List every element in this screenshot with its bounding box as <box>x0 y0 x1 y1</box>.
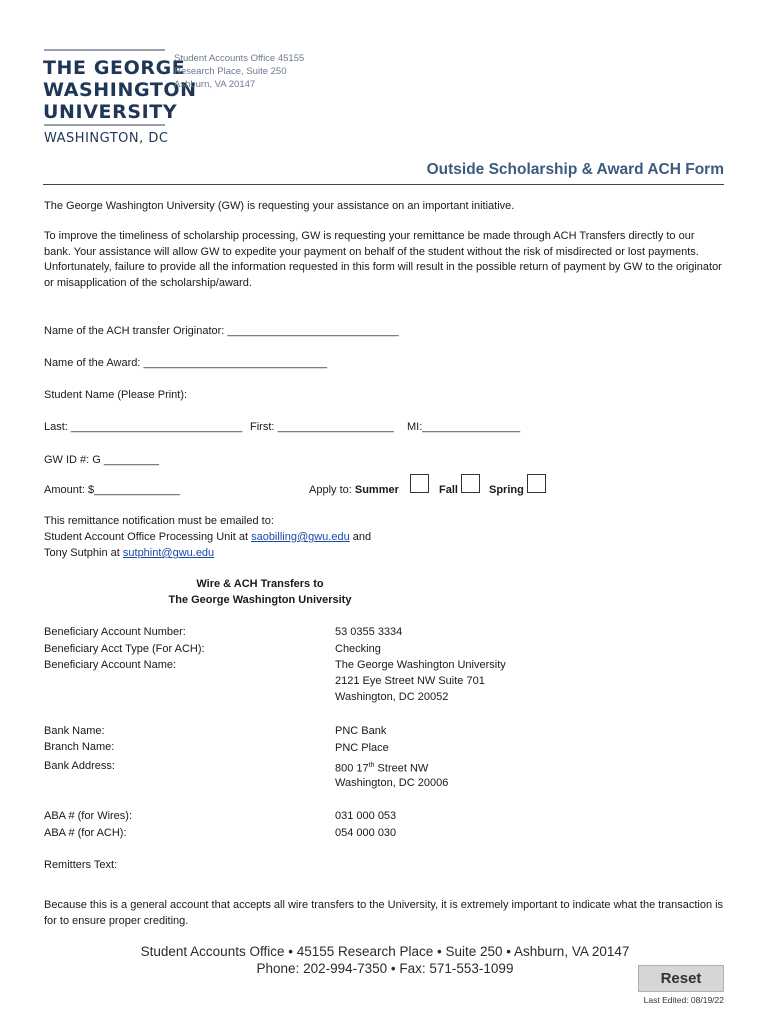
account-name-label: Beneficiary Account Name: <box>44 659 177 671</box>
title-divider <box>43 184 724 185</box>
intro-text: The George Washington University (GW) is requesting your assistance on an important initiative. <box>44 200 515 212</box>
last-name-field[interactable]: Last: ____________________________ <box>44 421 243 433</box>
amount-field[interactable]: Amount: $______________ <box>44 484 180 496</box>
saobilling-email-link[interactable]: saobilling@gwu.edu <box>251 531 350 543</box>
logo-line-2: WASHINGTON <box>43 79 197 101</box>
account-type-label: Beneficiary Acct Type (For ACH): <box>44 643 205 655</box>
address-line-2: Research Place, Suite 250 <box>174 66 287 77</box>
logo-rule <box>44 49 165 51</box>
email-notice-line-3: Tony Sutphin at sutphint@gwu.edu <box>44 547 215 559</box>
footer-phone: Phone: 202-994-7350 • Fax: 571-553-1099 <box>256 961 514 976</box>
account-address-line-1: 2121 Eye Street NW Suite 701 <box>335 675 485 687</box>
apply-to-label: Apply to: Summer <box>309 484 399 496</box>
first-name-field[interactable]: First: ___________________ <box>250 421 394 433</box>
branch-name-value: PNC Place <box>335 742 389 754</box>
aba-ach-label: ABA # (for ACH): <box>44 827 127 839</box>
mi-field[interactable]: MI:________________ <box>407 421 521 433</box>
last-edited: Last Edited: 08/19/22 <box>643 995 724 1005</box>
account-address-line-2: Washington, DC 20052 <box>335 691 449 703</box>
logo-line-3: UNIVERSITY <box>43 101 178 123</box>
wire-heading-line-1: Wire & ACH Transfers to <box>196 578 324 590</box>
student-name-label: Student Name (Please Print): <box>44 389 188 401</box>
account-name-value: The George Washington University <box>335 659 506 671</box>
email-notice-line-2: Student Account Office Processing Unit at saobilling@gwu.edu and <box>44 531 372 543</box>
bank-name-label: Bank Name: <box>44 725 105 737</box>
summer-checkbox[interactable] <box>410 474 429 493</box>
wire-heading-line-2: The George Washington University <box>168 594 352 606</box>
spring-label: Spring <box>489 484 524 496</box>
bank-street-value: 800 17th Street NW <box>335 762 429 775</box>
branch-name-label: Branch Name: <box>44 741 115 753</box>
fall-label: Fall <box>439 484 458 496</box>
footer-address: Student Accounts Office • 45155 Research Place • Suite 250 • Ashburn, VA 20147 <box>140 944 630 959</box>
aba-wires-label: ABA # (for Wires): <box>44 810 133 822</box>
form-title: Outside Scholarship & Award ACH Form <box>426 161 724 178</box>
gw-id-field[interactable]: GW ID #: G _________ <box>44 454 159 466</box>
account-number-value: 53 0355 3334 <box>335 626 403 638</box>
bank-address-label: Bank Address: <box>44 760 115 772</box>
aba-wires-value: 031 000 053 <box>335 810 397 822</box>
fall-checkbox[interactable] <box>461 474 480 493</box>
logo-rule-bottom <box>44 124 165 126</box>
account-number-label: Beneficiary Account Number: <box>44 626 186 638</box>
spring-checkbox[interactable] <box>527 474 546 493</box>
aba-ach-value: 054 000 030 <box>335 827 397 839</box>
intro-paragraph: To improve the timeliness of scholarship processing, GW is requesting your remittance be made through ACH Transfers directly to our bank. Your assistance will allow GW to expedite your payment on behalf of the student without the risk of misdirected or lost payments. Unfortunately, failure to provide all the information requested in this form will result in the possible return of payment by GW to the originator or misapplication of the scholarship/award. <box>44 230 722 289</box>
address-line-1: Student Accounts Office 45155 <box>174 53 305 64</box>
award-field[interactable]: Name of the Award: ______________________________ <box>44 357 327 369</box>
closing-paragraph: Because this is a general account that accepts all wire transfers to the University, it is extremely important to indicate what the transaction is for to ensure proper crediting. <box>44 899 724 927</box>
remitters-text-label: Remitters Text: <box>44 859 118 871</box>
sutphint-email-link[interactable]: sutphint@gwu.edu <box>122 547 215 559</box>
address-line-3: Ashburn, VA 20147 <box>174 79 256 90</box>
originator-field[interactable]: Name of the ACH transfer Originator: ____________________________ <box>44 325 399 337</box>
summer-label: Summer <box>354 484 399 496</box>
bank-name-value: PNC Bank <box>335 725 387 737</box>
logo-location: WASHINGTON, DC <box>44 131 169 146</box>
reset-button[interactable]: Reset <box>638 965 724 992</box>
account-type-value: Checking <box>335 643 381 655</box>
logo-line-1: THE GEORGE <box>43 57 186 79</box>
email-notice-line-1: This remittance notification must be emailed to: <box>44 515 274 527</box>
bank-city-value: Washington, DC 20006 <box>335 777 449 789</box>
